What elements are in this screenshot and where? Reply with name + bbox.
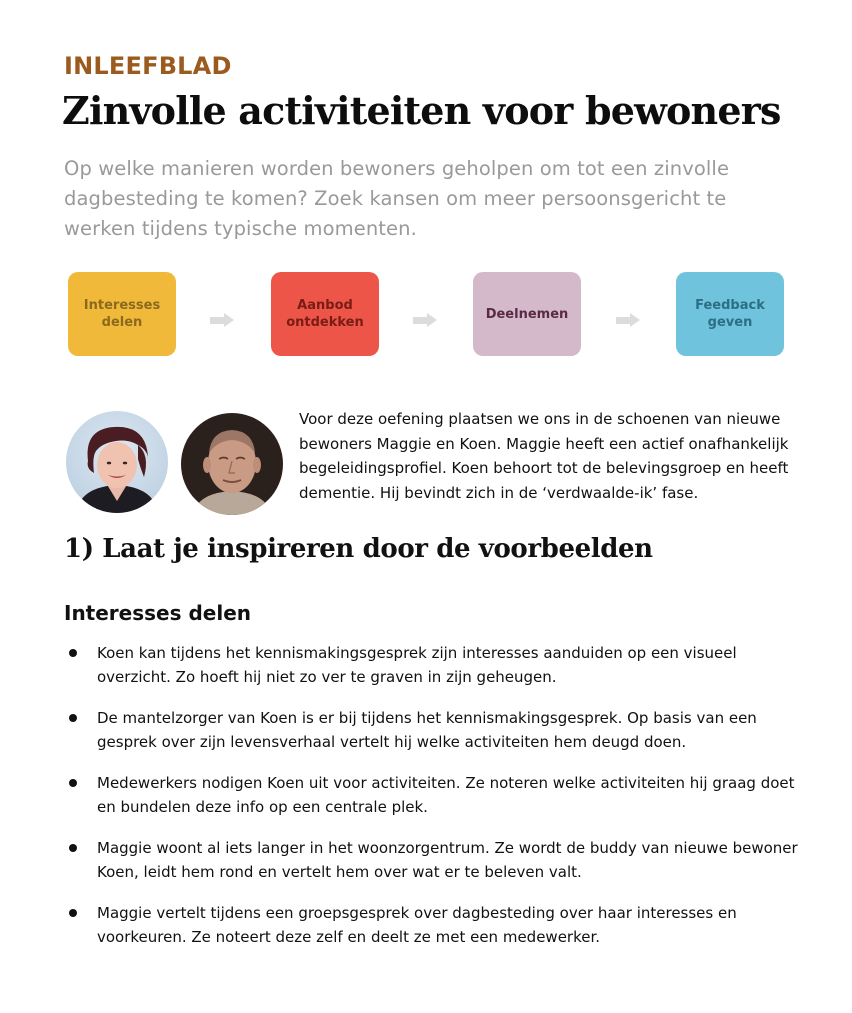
page-title: Zinvolle activiteiten voor bewoners — [62, 88, 781, 133]
list-item-text: Koen kan tijdens het kennismakingsgesprek zijn interesses aanduiden op een visueel overzicht. Zo hoeft hij niet zo ver te graven in zijn geheugen. — [97, 644, 737, 686]
step-label: Deelnemen — [485, 306, 569, 322]
step-label: Feedback geven — [695, 298, 765, 330]
list-item — [64, 771, 804, 819]
arrow-right-icon — [616, 313, 642, 327]
bullet-icon — [69, 714, 77, 722]
bullet-icon — [69, 844, 77, 852]
step-interesses-delen — [68, 272, 176, 356]
avatar-maggie — [66, 411, 168, 513]
bullet-icon — [69, 649, 77, 657]
list-item — [64, 901, 804, 949]
bullet-icon — [69, 909, 77, 917]
intro-text: Op welke manieren worden bewoners geholpen om tot een zinvolle dagbesteding te komen? Zoek kansen om meer persoonsgericht te werken tijdens typische momenten. — [64, 157, 730, 240]
list-item-text: De mantelzorger van Koen is er bij tijdens het kennismakingsgesprek. Op basis van een gesprek over zijn levensverhaal vertelt hij welke activiteiten hem deugd doen. — [97, 709, 757, 751]
step-aanbod-ontdekken — [271, 272, 379, 356]
step-label: Aanbod ontdekken — [286, 298, 364, 330]
arrow-right-icon — [413, 313, 439, 327]
bullet-icon — [69, 779, 77, 787]
list-item — [64, 836, 804, 884]
list-item-text: Medewerkers nodigen Koen uit voor activiteiten. Ze noteren welke activiteiten hij graag doet en bundelen deze info op een centrale plek. — [97, 774, 795, 816]
step-deelnemen — [473, 272, 581, 356]
avatar-koen — [181, 413, 283, 515]
step-label: Interesses delen — [83, 298, 161, 330]
list-item-text: Maggie woont al iets langer in het woonzorgentrum. Ze wordt de buddy van nieuwe bewoner Koen, leidt hem rond en vertelt hem over wat er te beleven valt. — [97, 839, 798, 881]
sub-heading: Interesses delen — [64, 601, 252, 625]
arrow-right-icon — [210, 313, 236, 327]
list-item-text: Maggie vertelt tijdens een groepsgesprek over dagbesteding over haar interesses en voorkeuren. Ze noteert deze zelf en deelt ze met een medewerker. — [97, 904, 737, 946]
list-item — [64, 641, 804, 689]
section-heading: 1) Laat je inspireren door de voorbeelden — [64, 534, 653, 564]
profile-description: Voor deze oefening plaatsen we ons in de schoenen van nieuwe bewoners Maggie en Koen. Maggie heeft een actief onafhankelijk begeleidingsprofiel. Koen behoort tot de belevingsgroep en heeft dementie. Hij bevindt zich in de ‘verdwaalde-ik’ fase. — [299, 410, 789, 502]
example-list — [64, 641, 804, 966]
kicker-label: INLEEFBLAD — [64, 52, 232, 80]
step-feedback-geven — [676, 272, 784, 356]
list-item — [64, 706, 804, 754]
